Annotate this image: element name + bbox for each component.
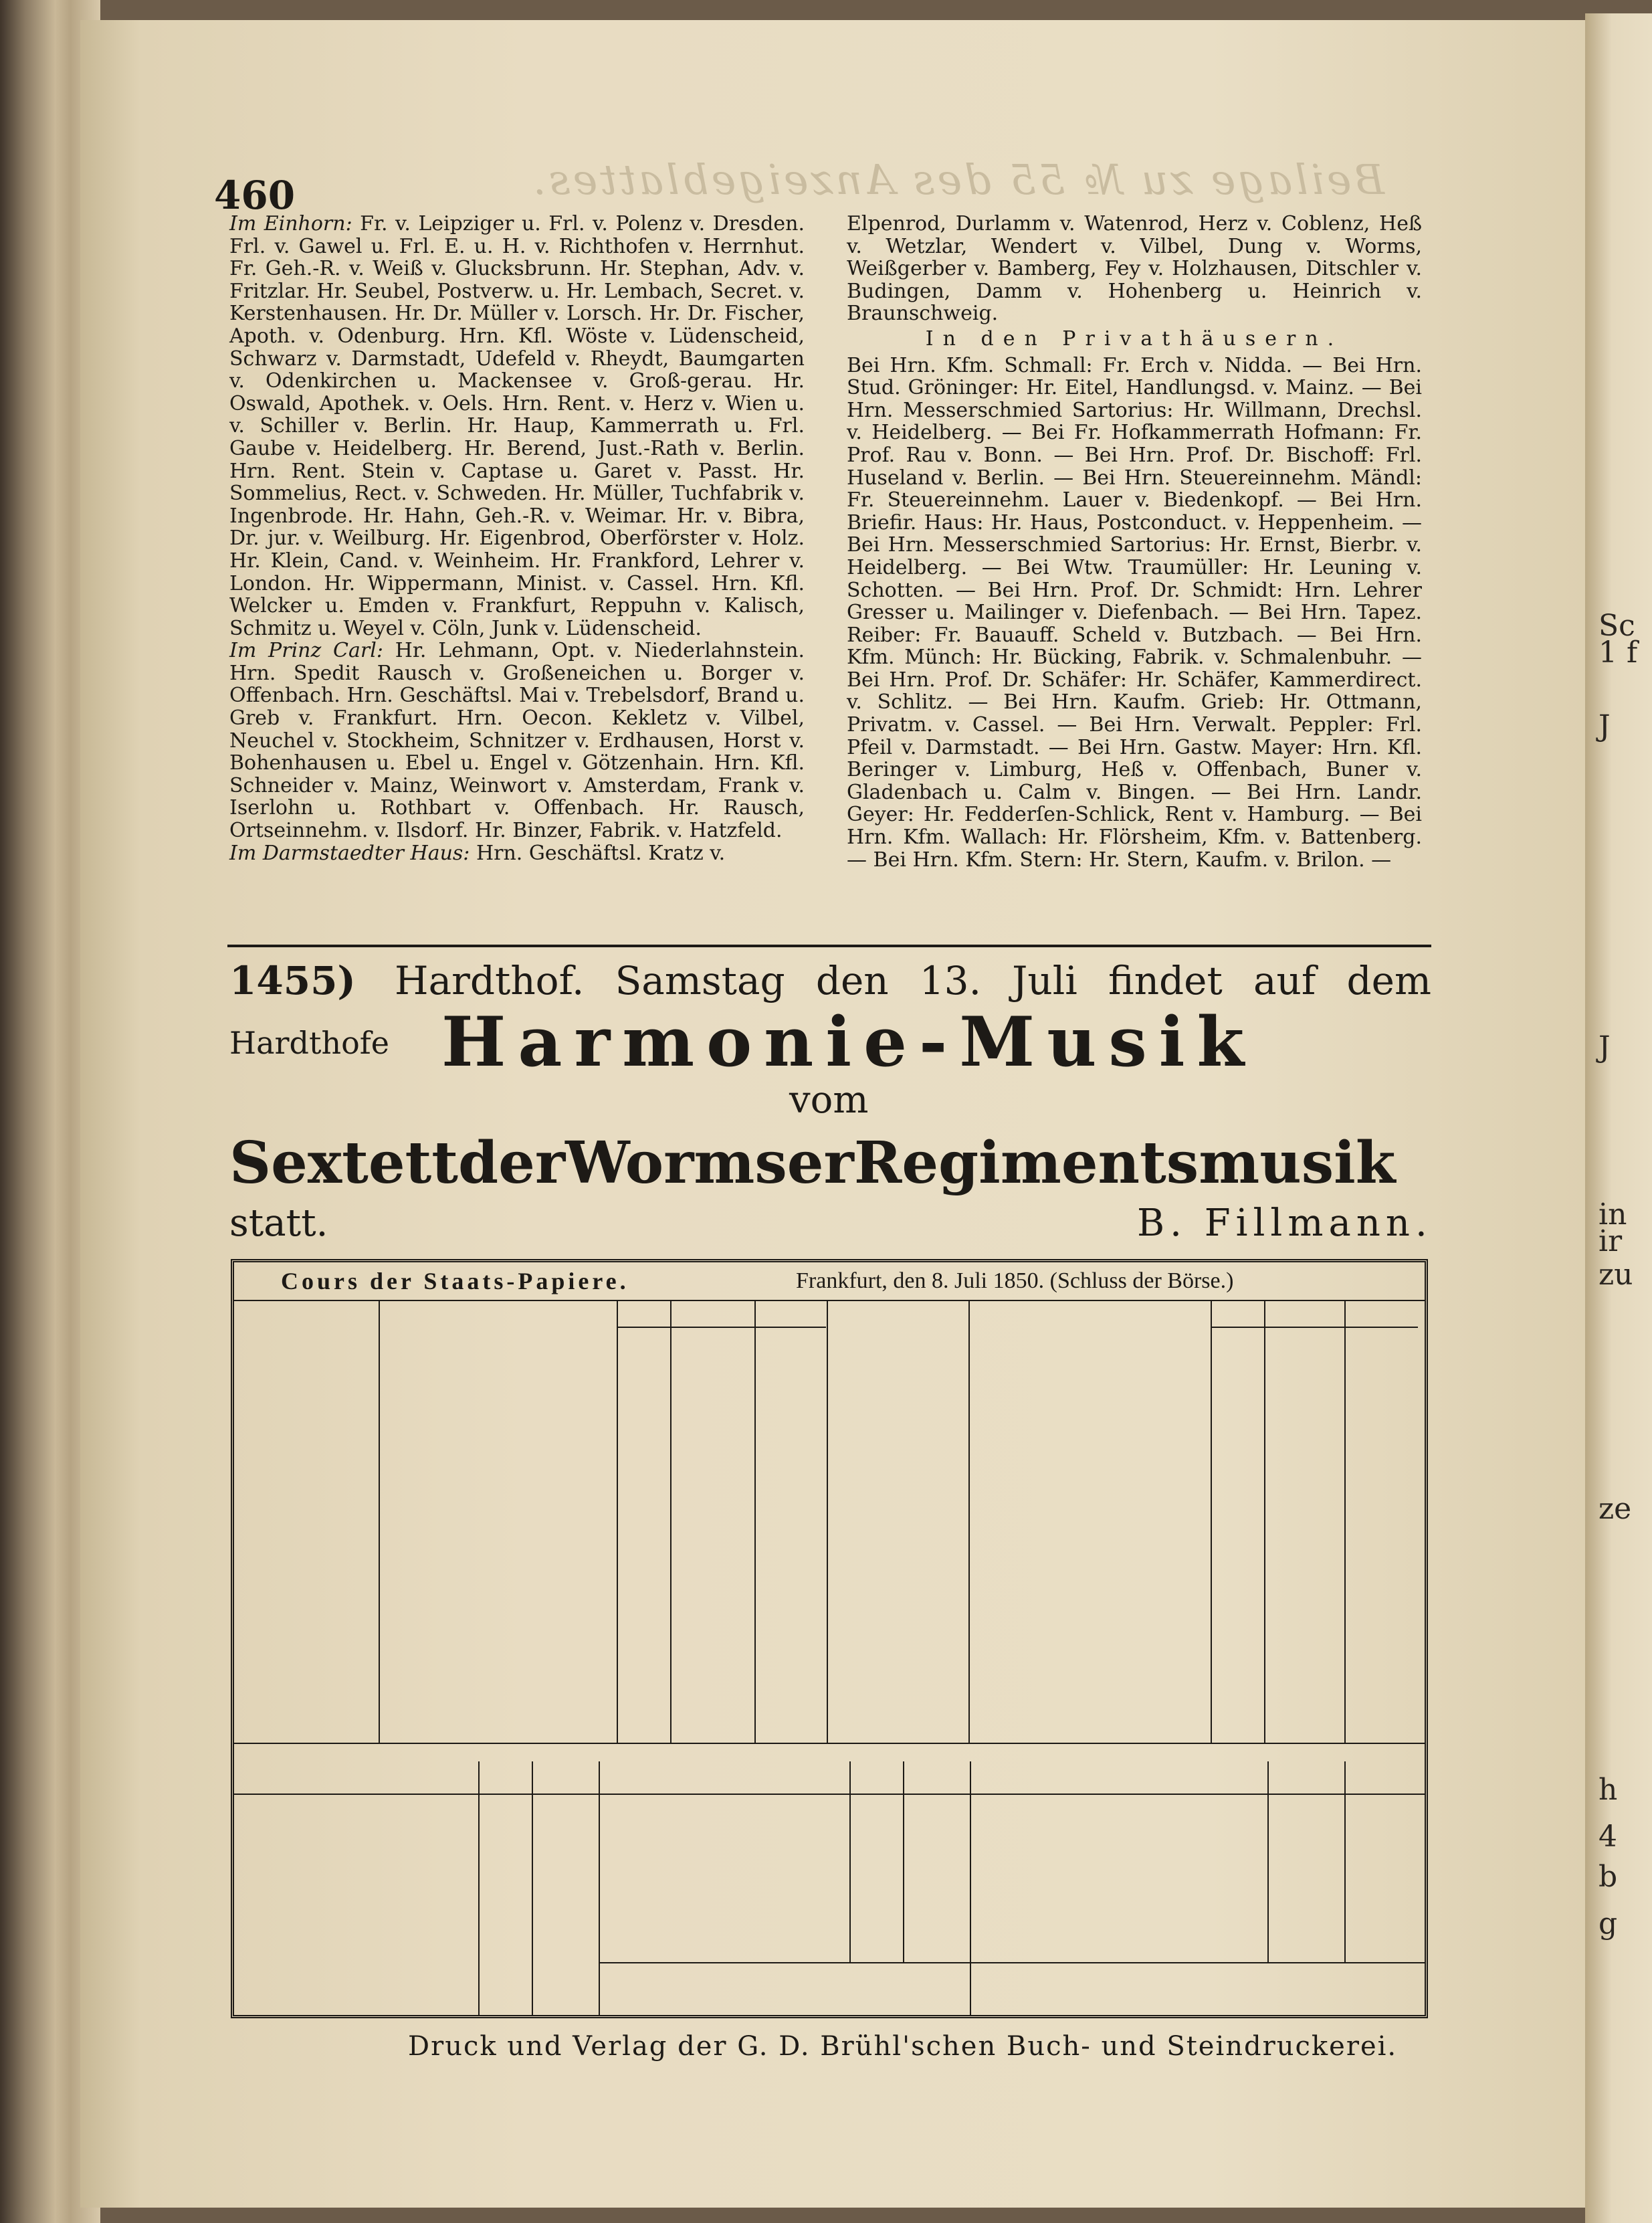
facing-page-fragment: ir: [1598, 1224, 1623, 1258]
table-rule-horizontal: [617, 1327, 826, 1328]
inn-name: Im Einhorn:: [229, 212, 352, 235]
guest-paragraph: [229, 640, 805, 842]
table-rule-horizontal: [970, 1962, 1425, 1963]
advert-word: der: [457, 1129, 566, 1197]
guest-list-right-column: [847, 213, 1422, 871]
section-heading: In den Privathäusern.: [925, 326, 1344, 351]
advert-statt: statt.: [229, 1201, 328, 1245]
advert-word: Hardthof.: [395, 958, 585, 1003]
table-rule-vertical: [849, 1761, 851, 1962]
bourse-date-line: Frankfurt, den 8. Juli 1850. (Schluss der Börse.): [796, 1268, 1234, 1293]
table-rule-horizontal: [1211, 1327, 1418, 1328]
facing-page-edge: [1585, 13, 1652, 2223]
advert-line-3: [229, 1129, 1396, 1197]
table-rule-vertical: [379, 1300, 380, 1743]
advert-word: Samstag: [615, 958, 785, 1003]
advert-word: Sextett: [229, 1129, 458, 1197]
table-rule-vertical: [827, 1300, 828, 1743]
facing-page-fragment: g: [1598, 1907, 1618, 1941]
advert-number: 1455): [229, 958, 356, 1003]
bourse-header: [234, 1262, 1425, 1301]
facing-page-fragment: in: [1598, 1197, 1627, 1232]
facing-page-fragment: h: [1598, 1773, 1618, 1807]
table-rule-vertical: [1267, 1761, 1269, 1962]
table-rule-vertical: [970, 1761, 971, 2016]
table-rule-vertical: [617, 1300, 618, 1743]
advert-location: Hardthofe: [229, 1025, 390, 1061]
section-divider: [227, 945, 1431, 947]
guest-text: Fr. v. Leipziger u. Frl. v. Polenz v. Dresden. Frl. v. Gawel u. Frl. E. u. H. v. Richthofen v. Herrnhut. Fr. Geh.-R. v. Weiß v. Glucksbrunn. Hr. Stephan, Adv. v. Fritzlar. Hr. Seubel, Postverw. u. Hr. Lembach, Secret. v. Kerstenhausen. Hr. Dr. Müller v. Lorsch. Hr. Dr. Fischer, Apoth. v. Odenburg. Hrn. Kfl. Wöste v. Lüdenscheid, Schwarz v. Darmstadt, Udefeld v. Rheydt, Baumgarten v. Odenkirchen u. Mackensee v. Groß-gerau. Hr. Oswald, Apothek. v. Oels. Hrn. Rent. v. Herz v. Wien u. v. Schiller v. Berlin. Hr. Haup, Kammerrath u. Frl. Gaube v. Heidelberg. Hr. Berend, Just.-Rath v. Berlin. Hrn. Rent. Stein v. Captase u. Garet v. Passt. Hr. Sommelius, Rect. v. Schweden. Hr. Müller, Tuchfabrik v. Ingenbrode. Hr. Hahn, Geh.-R. v. Weimar. Hr. v. Bibra, Dr. jur. v. Weilburg. Hr. Eigenbrod, Oberförster v. Holz. Hr. Klein, Cand. v. Weinheim. Hr. Frankford, Lehrer v. London. Hr. Wippermann, Minist. v. Cassel. Hrn. Kfl. Welcker u. Emden v. Frankfurt, Reppuhn v. Kalisch, Schmitz u. Weyel v. Cöln, Junk v. Lüdenscheid.: [229, 212, 805, 640]
inn-name: Im Prinz Carl:: [229, 639, 383, 663]
bourse-title: Cours der Staats-Papiere.: [281, 1268, 629, 1294]
advert-line-1: [395, 958, 1431, 1003]
table-rule-vertical: [670, 1300, 672, 1743]
advert-word: Juli: [1012, 958, 1077, 1003]
advert-word: dem: [1346, 958, 1431, 1003]
facing-page-fragment: J: [1598, 1030, 1611, 1064]
table-rule-vertical: [903, 1761, 904, 1962]
bleed-through-header: Beilage zu № 55 des Anzeigeblattes.: [530, 155, 1384, 204]
coins-and-shares-section: [234, 1761, 1425, 2016]
table-rule-vertical: [968, 1300, 970, 1743]
guest-paragraph: Bei Hrn. Kfm. Schmall: Fr. Erch v. Nidda. — Bei Hrn. Stud. Gröninger: Hr. Eitel, Handlungsd. v. Mainz. — Bei Hrn. Messerschmied Sartorius: Hr. Willmann, Drechsl. v. Heidelberg. — Bei Fr. Hofkammerrath Hofmann: Fr. Prof. Rau v. Bonn. — Bei Hrn. Prof. Dr. Bischoff: Frl. Huseland v. Berlin. — Bei Hrn. Steuereinnehm. Mändl: Fr. Steuereinnehm. Lauer v. Biedenkopf. — Bei Hrn. Briefir. Haus: Hr. Haus, Postconduct. v. Heppenheim. — Bei Hrn. Messerschmied Sartorius: Hr. Ernst, Bierbr. v. Heidelberg. — Bei Wtw. Traumüller: Hr. Leuning v. Schotten. — Bei Hrn. Prof. Dr. Schmidt: Hrn. Lehrer Gresser u. Mailinger v. Diefenbach. — Bei Hrn. Tapez. Reiber: Fr. Bauauff. Scheld v. Butzbach. — Bei Hrn. Kfm. Münch: Hr. Bücking, Fabrik. v. Schmalenbuhr. — Bei Hrn. Prof. Dr. Schäfer: Hr. Schäfer, Kammerdirect. v. Schlitz. — Bei Hrn. Kaufm. Grieb: Hr. Ottmann, Privatm. v. Cassel. — Bei Hrn. Verwalt. Peppler: Frl. Pfeil v. Darmstadt. — Bei Hrn. Gastw. Mayer: Hrn. Kfl. Beringer v. Limburg, Heß v. Offenbach, Buner v. Gladenbach u. Calm v. Bingen. — Bei Hrn. Landr. Geyer: Hr. Fedderſen-Schlick, Rent v. Hamburg. — Bei Hrn. Kfm. Wallach: Hr. Flörsheim, Kfm. v. Battenberg. — Bei Hrn. Kfm. Stern: Hr. Stern, Kaufm. v. Brilon. —: [847, 353, 1422, 872]
table-rule-vertical: [1344, 1761, 1346, 1962]
inn-name: Im Darmstaedter Haus:: [229, 841, 470, 865]
advert-word: Regimentsmusik: [853, 1129, 1396, 1197]
facing-page-fragment: b: [1598, 1860, 1618, 1894]
advert-word: findet: [1108, 958, 1223, 1003]
facing-page-fragment: 4: [1598, 1820, 1617, 1854]
advert-signature: B. Fillmann.: [1137, 1201, 1433, 1245]
guest-list-left-column: [229, 213, 805, 864]
guest-paragraph: [229, 842, 805, 865]
advert-word: den: [815, 958, 889, 1003]
imprint-line: Druck und Verlag der G. D. Brühl'schen Buch- und Steindruckerei.: [408, 2031, 1398, 2062]
facing-page-fragment: zu: [1598, 1258, 1633, 1292]
table-rule-horizontal: [234, 1794, 1425, 1795]
facing-page-fragment: J: [1598, 709, 1611, 743]
facing-page-fragment: ze: [1598, 1492, 1632, 1526]
table-rule-vertical: [1344, 1300, 1346, 1743]
table-rule-vertical: [754, 1300, 756, 1743]
page-number: 460: [214, 173, 296, 218]
advert-word: auf: [1253, 958, 1316, 1003]
table-rule-horizontal: [234, 1743, 1425, 1744]
advert-vom: vom: [789, 1078, 869, 1122]
advert-word: 13.: [919, 958, 982, 1003]
table-rule-vertical: [1264, 1300, 1265, 1743]
table-rule-vertical: [478, 1761, 480, 2016]
facing-page-fragment: 1 f: [1598, 636, 1638, 670]
table-rule-vertical: [599, 1761, 600, 2016]
table-rule-vertical: [532, 1761, 533, 2016]
guest-text: Hr. Lehmann, Opt. v. Niederlahnstein. Hrn. Spedit Rausch v. Großeneichen u. Borger v. Offenbach. Hrn. Geschäftsl. Mai v. Trebelsdorf, Brand u. Greb v. Frankfurt. Hrn. Oecon. Kekletz v. Vilbel, Neuchel v. Stockheim, Schnitzer v. Erdhausen, Horst v. Bohenhausen u. Ebel u. Engel v. Götzenhain. Hrn. Kfl. Schneider v. Mainz, Weinwort v. Amsterdam, Frank v. Iserlohn u. Rothbart v. Offenbach. Hr. Rausch, Ortseinnehm. v. Ilsdorf. Hr. Binzer, Fabrik. v. Hatzfeld.: [229, 639, 805, 843]
guest-text: Hrn. Geschäftsl. Kratz v.: [470, 841, 726, 865]
table-rule-horizontal: [599, 1962, 970, 1963]
advert-word: Wormser: [565, 1129, 854, 1197]
guest-paragraph: [229, 213, 805, 640]
stock-exchange-table: [231, 1259, 1428, 2018]
advert-title: Harmonie-Musik: [441, 1002, 1257, 1082]
table-rule-vertical: [1211, 1300, 1212, 1743]
facing-page-fragment: Sc: [1598, 609, 1635, 643]
guest-paragraph: Elpenrod, Durlamm v. Watenrod, Herz v. Coblenz, Heß v. Wetzlar, Wendert v. Vilbel, Dung v. Worms, Weißgerber v. Bamberg, Fey v. Holzhausen, Ditschler v. Budingen, Damm v. Hohenberg u. Heinrich v. Braunschweig.: [847, 212, 1422, 326]
